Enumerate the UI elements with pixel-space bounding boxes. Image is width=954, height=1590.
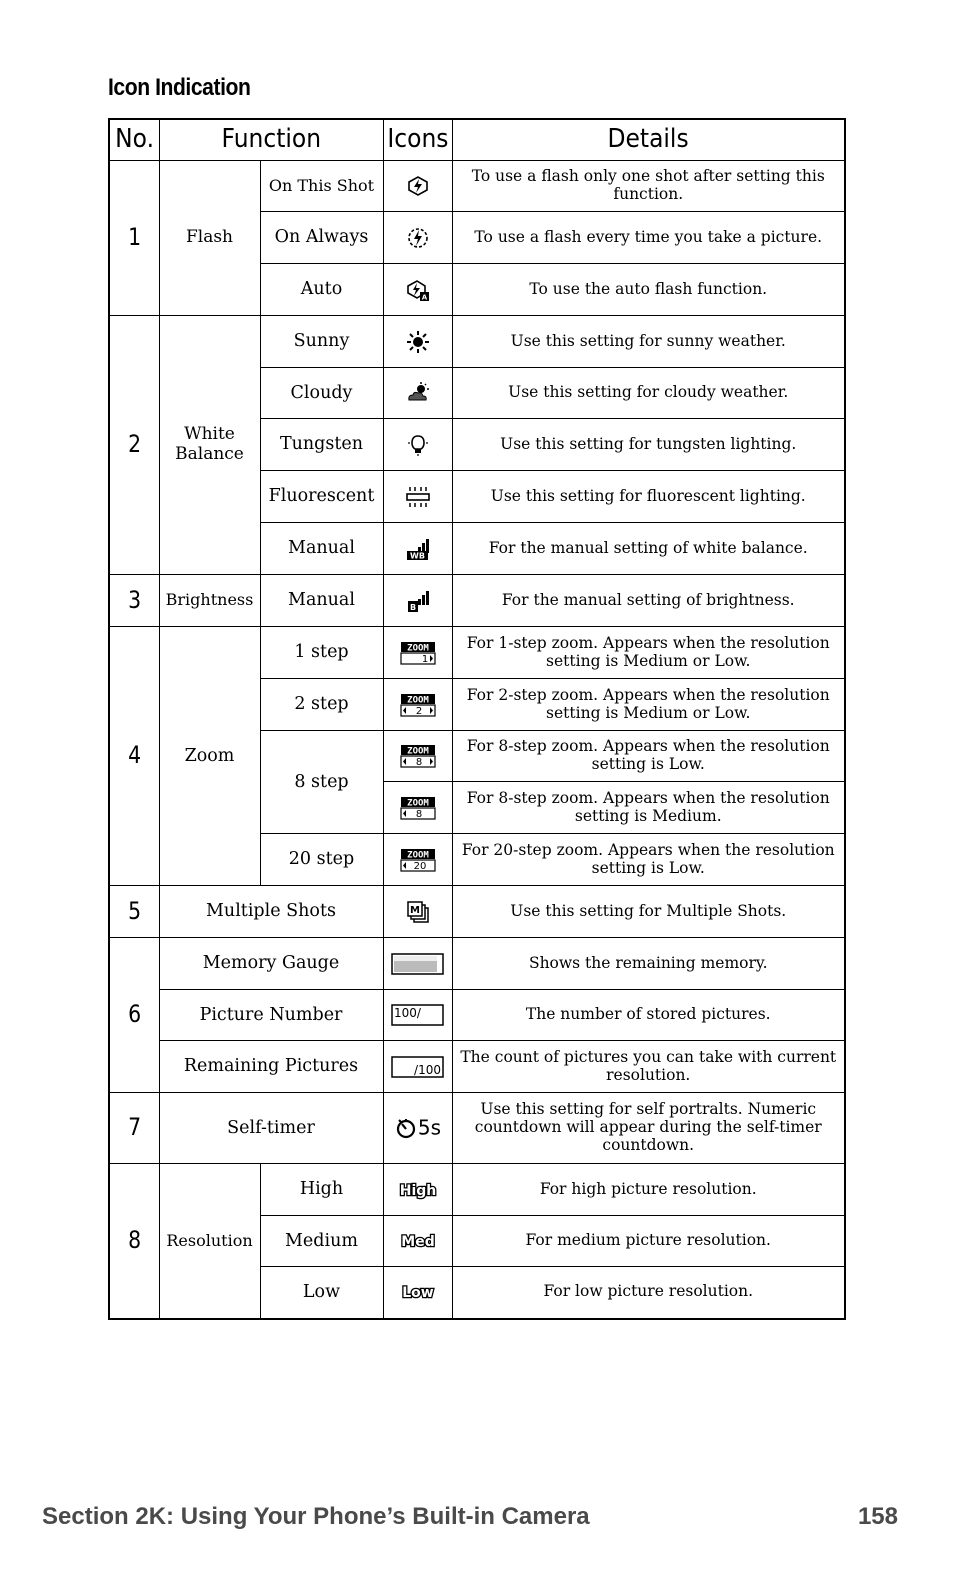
row-number: 4 (109, 627, 159, 886)
detail-text: For 20-step zoom. Appears when the resolution setting is Low. (452, 834, 845, 886)
svg-text:8: 8 (415, 757, 422, 768)
zoom-icon (383, 679, 452, 731)
page-number: 158 (857, 1503, 898, 1530)
sub-function: On Always (260, 212, 383, 264)
function-name: Zoom (159, 627, 260, 886)
svg-text:WB: WB (409, 551, 425, 560)
resolution-medium-icon (383, 1216, 452, 1267)
flash-on-this-shot-icon (383, 161, 452, 212)
flash-on-always-icon (383, 212, 452, 264)
svg-text:ZOOM: ZOOM (406, 798, 429, 808)
picture-number-icon (383, 990, 452, 1041)
function-name: Brightness (159, 575, 260, 627)
sub-function: Fluorescent (260, 471, 383, 523)
sun-icon (383, 316, 452, 368)
detail-text: To use the auto flash function. (452, 264, 845, 316)
table-row (109, 316, 845, 368)
function-name: Picture Number (159, 990, 383, 1041)
sub-function: High (260, 1164, 383, 1216)
row-number: 3 (109, 575, 159, 627)
sub-function: 2 step (260, 679, 383, 731)
sub-function: On This Shot (260, 161, 383, 212)
row-number: 5 (109, 886, 159, 938)
table-row (109, 1041, 845, 1093)
svg-text:/100: /100 (413, 1062, 441, 1077)
header-icons: Icons (383, 119, 452, 161)
row-number: 6 (109, 938, 159, 1093)
cloud-icon (383, 368, 452, 419)
table-row (109, 161, 845, 212)
detail-text: Use this setting for sunny weather. (452, 316, 845, 368)
detail-text: For the manual setting of white balance. (452, 523, 845, 575)
header-no: No. (109, 119, 159, 161)
timer-icon: 5s (383, 1093, 452, 1164)
row-number: 2 (109, 316, 159, 575)
table-row (109, 1093, 845, 1164)
detail-text: For the manual setting of brightness. (452, 575, 845, 627)
detail-text: For 8-step zoom. Appears when the resolution setting is Medium. (452, 782, 845, 834)
header-details: Details (452, 119, 845, 161)
table-row (109, 627, 845, 679)
svg-text:ZOOM: ZOOM (406, 643, 429, 653)
detail-text: The number of stored pictures. (452, 990, 845, 1041)
row-number: 8 (109, 1164, 159, 1319)
function-name: White Balance (159, 316, 260, 575)
header-function: Function (159, 119, 383, 161)
svg-text:M: M (409, 904, 420, 916)
icon-indication-table (108, 118, 846, 1320)
sub-function: 1 step (260, 627, 383, 679)
zoom-icon (383, 731, 452, 782)
svg-text:1: 1 (421, 653, 428, 665)
section-title: Section 2K: Using Your Phone’s Built-in Camera (42, 1503, 590, 1530)
sub-function: Auto (260, 264, 383, 316)
resolution-high-icon (383, 1164, 452, 1216)
svg-text:ZOOM: ZOOM (406, 695, 429, 705)
sub-function: Tungsten (260, 419, 383, 471)
detail-text: For low picture resolution. (452, 1267, 845, 1319)
table-header-row (109, 119, 845, 161)
sub-function: Medium (260, 1216, 383, 1267)
multiple-shots-icon (383, 886, 452, 938)
detail-text: The count of pictures you can take with current resolution. (452, 1041, 845, 1093)
detail-text: Use this setting for tungsten lighting. (452, 419, 845, 471)
table-row (109, 990, 845, 1041)
fluorescent-icon (383, 471, 452, 523)
function-name: Remaining Pictures (159, 1041, 383, 1093)
sub-function: 20 step (260, 834, 383, 886)
svg-text:100/: 100/ (393, 1006, 421, 1020)
sub-function: 8 step (260, 731, 383, 834)
zoom-icon (383, 627, 452, 679)
svg-text:B: B (409, 602, 416, 612)
function-name: Multiple Shots (159, 886, 383, 938)
bulb-icon (383, 419, 452, 471)
page-footer (42, 1503, 898, 1531)
sub-function: Cloudy (260, 368, 383, 419)
sub-function: Low (260, 1267, 383, 1319)
brightness-manual-icon (383, 575, 452, 627)
sub-function: Sunny (260, 316, 383, 368)
svg-text:Med: Med (400, 1234, 435, 1250)
svg-text:8: 8 (415, 808, 422, 820)
zoom-icon (383, 834, 452, 886)
memory-gauge-icon (383, 938, 452, 990)
wb-manual-icon (383, 523, 452, 575)
svg-text:A: A (421, 293, 427, 301)
function-name: Flash (159, 161, 260, 316)
table-row (109, 886, 845, 938)
svg-text:ZOOM: ZOOM (406, 850, 429, 860)
detail-text: Use this setting for self portralts. Numeric countdown will appear during the self-timer countdown. (452, 1093, 845, 1164)
table-row (109, 938, 845, 990)
flash-auto-icon (383, 264, 452, 316)
remaining-pictures-icon (383, 1041, 452, 1093)
svg-text:2: 2 (415, 705, 422, 717)
detail-text: For high picture resolution. (452, 1164, 845, 1216)
sub-function: Manual (260, 523, 383, 575)
function-name: Self-timer (159, 1093, 383, 1164)
svg-text:Low: Low (401, 1285, 434, 1302)
sub-function: Manual (260, 575, 383, 627)
zoom-icon (383, 782, 452, 834)
svg-text:20: 20 (413, 860, 426, 872)
detail-text: For 8-step zoom. Appears when the resolution setting is Low. (452, 731, 845, 782)
detail-text: For medium picture resolution. (452, 1216, 845, 1267)
resolution-low-icon (383, 1267, 452, 1319)
detail-text: For 1-step zoom. Appears when the resolution setting is Medium or Low. (452, 627, 845, 679)
detail-text: Use this setting for fluorescent lighting. (452, 471, 845, 523)
table-row (109, 575, 845, 627)
detail-text: Use this setting for cloudy weather. (452, 368, 845, 419)
detail-text: To use a flash every time you take a picture. (452, 212, 845, 264)
table-row (109, 1164, 845, 1216)
function-name: Resolution (159, 1164, 260, 1319)
row-number: 7 (109, 1093, 159, 1164)
detail-text: Shows the remaining memory. (452, 938, 845, 990)
detail-text: For 2-step zoom. Appears when the resolution setting is Medium or Low. (452, 679, 845, 731)
page-heading: Icon Indication (108, 74, 251, 101)
detail-text: To use a flash only one shot after setting this function. (452, 161, 845, 212)
svg-text:High: High (399, 1182, 436, 1199)
detail-text: Use this setting for Multiple Shots. (452, 886, 845, 938)
row-number: 1 (109, 161, 159, 316)
svg-text:ZOOM: ZOOM (406, 746, 429, 757)
function-name: Memory Gauge (159, 938, 383, 990)
